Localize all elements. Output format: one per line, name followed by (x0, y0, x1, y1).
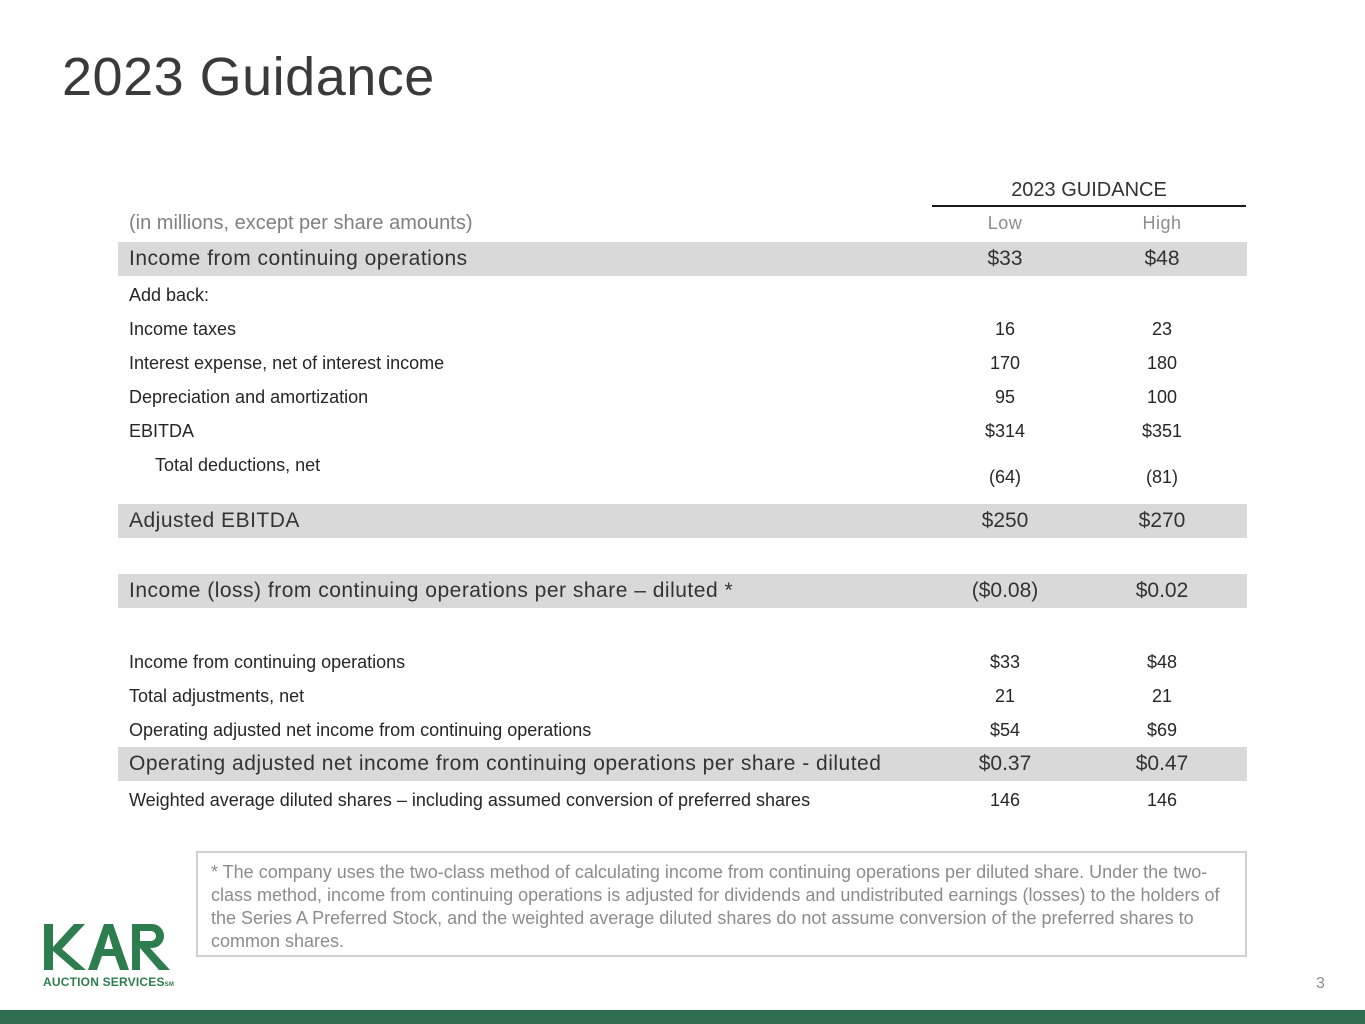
row-label: Operating adjusted net income from continuing operations per share - diluted (129, 752, 882, 775)
row-low-value: 95 (994, 387, 1016, 407)
row-label: Depreciation and amortization (129, 387, 369, 407)
footnote-box: * The company uses the two-class method of calculating income from continuing operations per diluted share. Under the two-class method, income from continuing operations is adjusted for dividends and undistributed earnings (losses) to the holders of the Series A Preferred Stock, and the weighted average diluted shares do not assume conversion of the preferred shares to common shares. (196, 851, 1247, 957)
row-high-value: 23 (1151, 319, 1173, 339)
row-low-value: 146 (989, 790, 1021, 810)
row-high-value: $0.02 (1135, 579, 1189, 602)
table-row (118, 645, 1247, 679)
row-high-value: $48 (1144, 247, 1180, 270)
row-low-value: $250 (981, 509, 1029, 532)
table-row (118, 278, 1247, 312)
row-high-value: (81) (1145, 467, 1178, 487)
row-low-value: 21 (994, 686, 1016, 706)
table-row (118, 455, 1247, 506)
row-low-value: 170 (989, 353, 1021, 373)
table-row (118, 504, 1247, 538)
row-label: Operating adjusted net income from continuing operations (129, 720, 592, 740)
row-high-value: $48 (1146, 652, 1178, 672)
table-row (118, 713, 1247, 747)
row-label: Total deductions, net (155, 455, 321, 475)
units-label: (in millions, except per share amounts) (129, 212, 473, 234)
column-header-low: Low (987, 213, 1023, 233)
page-number: 3 (1316, 975, 1325, 992)
table-row (118, 783, 1247, 817)
table-row (118, 312, 1247, 346)
row-high-value: $0.47 (1135, 752, 1189, 775)
footer-bar (0, 1010, 1365, 1024)
logo-subtitle: AUCTION SERVICESSM (43, 975, 175, 989)
table-row (118, 747, 1247, 781)
row-high-value: 180 (1146, 353, 1178, 373)
row-high-value: $69 (1146, 720, 1178, 740)
table-row (118, 346, 1247, 380)
row-low-value: ($0.08) (971, 579, 1039, 602)
row-label: Income from continuing operations (129, 652, 406, 672)
row-high-value: $270 (1138, 509, 1186, 532)
guidance-column-group-header: 2023 GUIDANCE (932, 178, 1246, 207)
row-label: Weighted average diluted shares – including assumed conversion of preferred shares (129, 790, 811, 810)
column-header-high: High (1142, 213, 1182, 233)
row-low-value: (64) (988, 467, 1021, 487)
page-title: 2023 Guidance (62, 47, 435, 107)
row-label: Income from continuing operations (129, 247, 468, 270)
table-row (118, 414, 1247, 448)
row-label: Income taxes (129, 319, 237, 339)
row-label: Add back: (129, 285, 210, 305)
row-label: Income (loss) from continuing operations per share – diluted * (129, 579, 734, 602)
row-low-value: $54 (989, 720, 1021, 740)
table-row (118, 574, 1247, 608)
row-low-value: 16 (994, 319, 1016, 339)
row-low-value: $314 (984, 421, 1026, 441)
row-label: Interest expense, net of interest income (129, 353, 445, 373)
row-low-value: $33 (989, 652, 1021, 672)
row-high-value: 100 (1146, 387, 1178, 407)
row-low-value: $33 (987, 247, 1023, 270)
row-high-value: $351 (1141, 421, 1183, 441)
row-low-value: $0.37 (978, 752, 1032, 775)
table-row (118, 242, 1247, 276)
table-row (118, 380, 1247, 414)
row-high-value: 146 (1146, 790, 1178, 810)
row-high-value: 21 (1151, 686, 1173, 706)
row-label: Adjusted EBITDA (129, 509, 300, 532)
row-label: EBITDA (129, 421, 195, 441)
row-label: Total adjustments, net (129, 686, 305, 706)
table-row (118, 679, 1247, 713)
